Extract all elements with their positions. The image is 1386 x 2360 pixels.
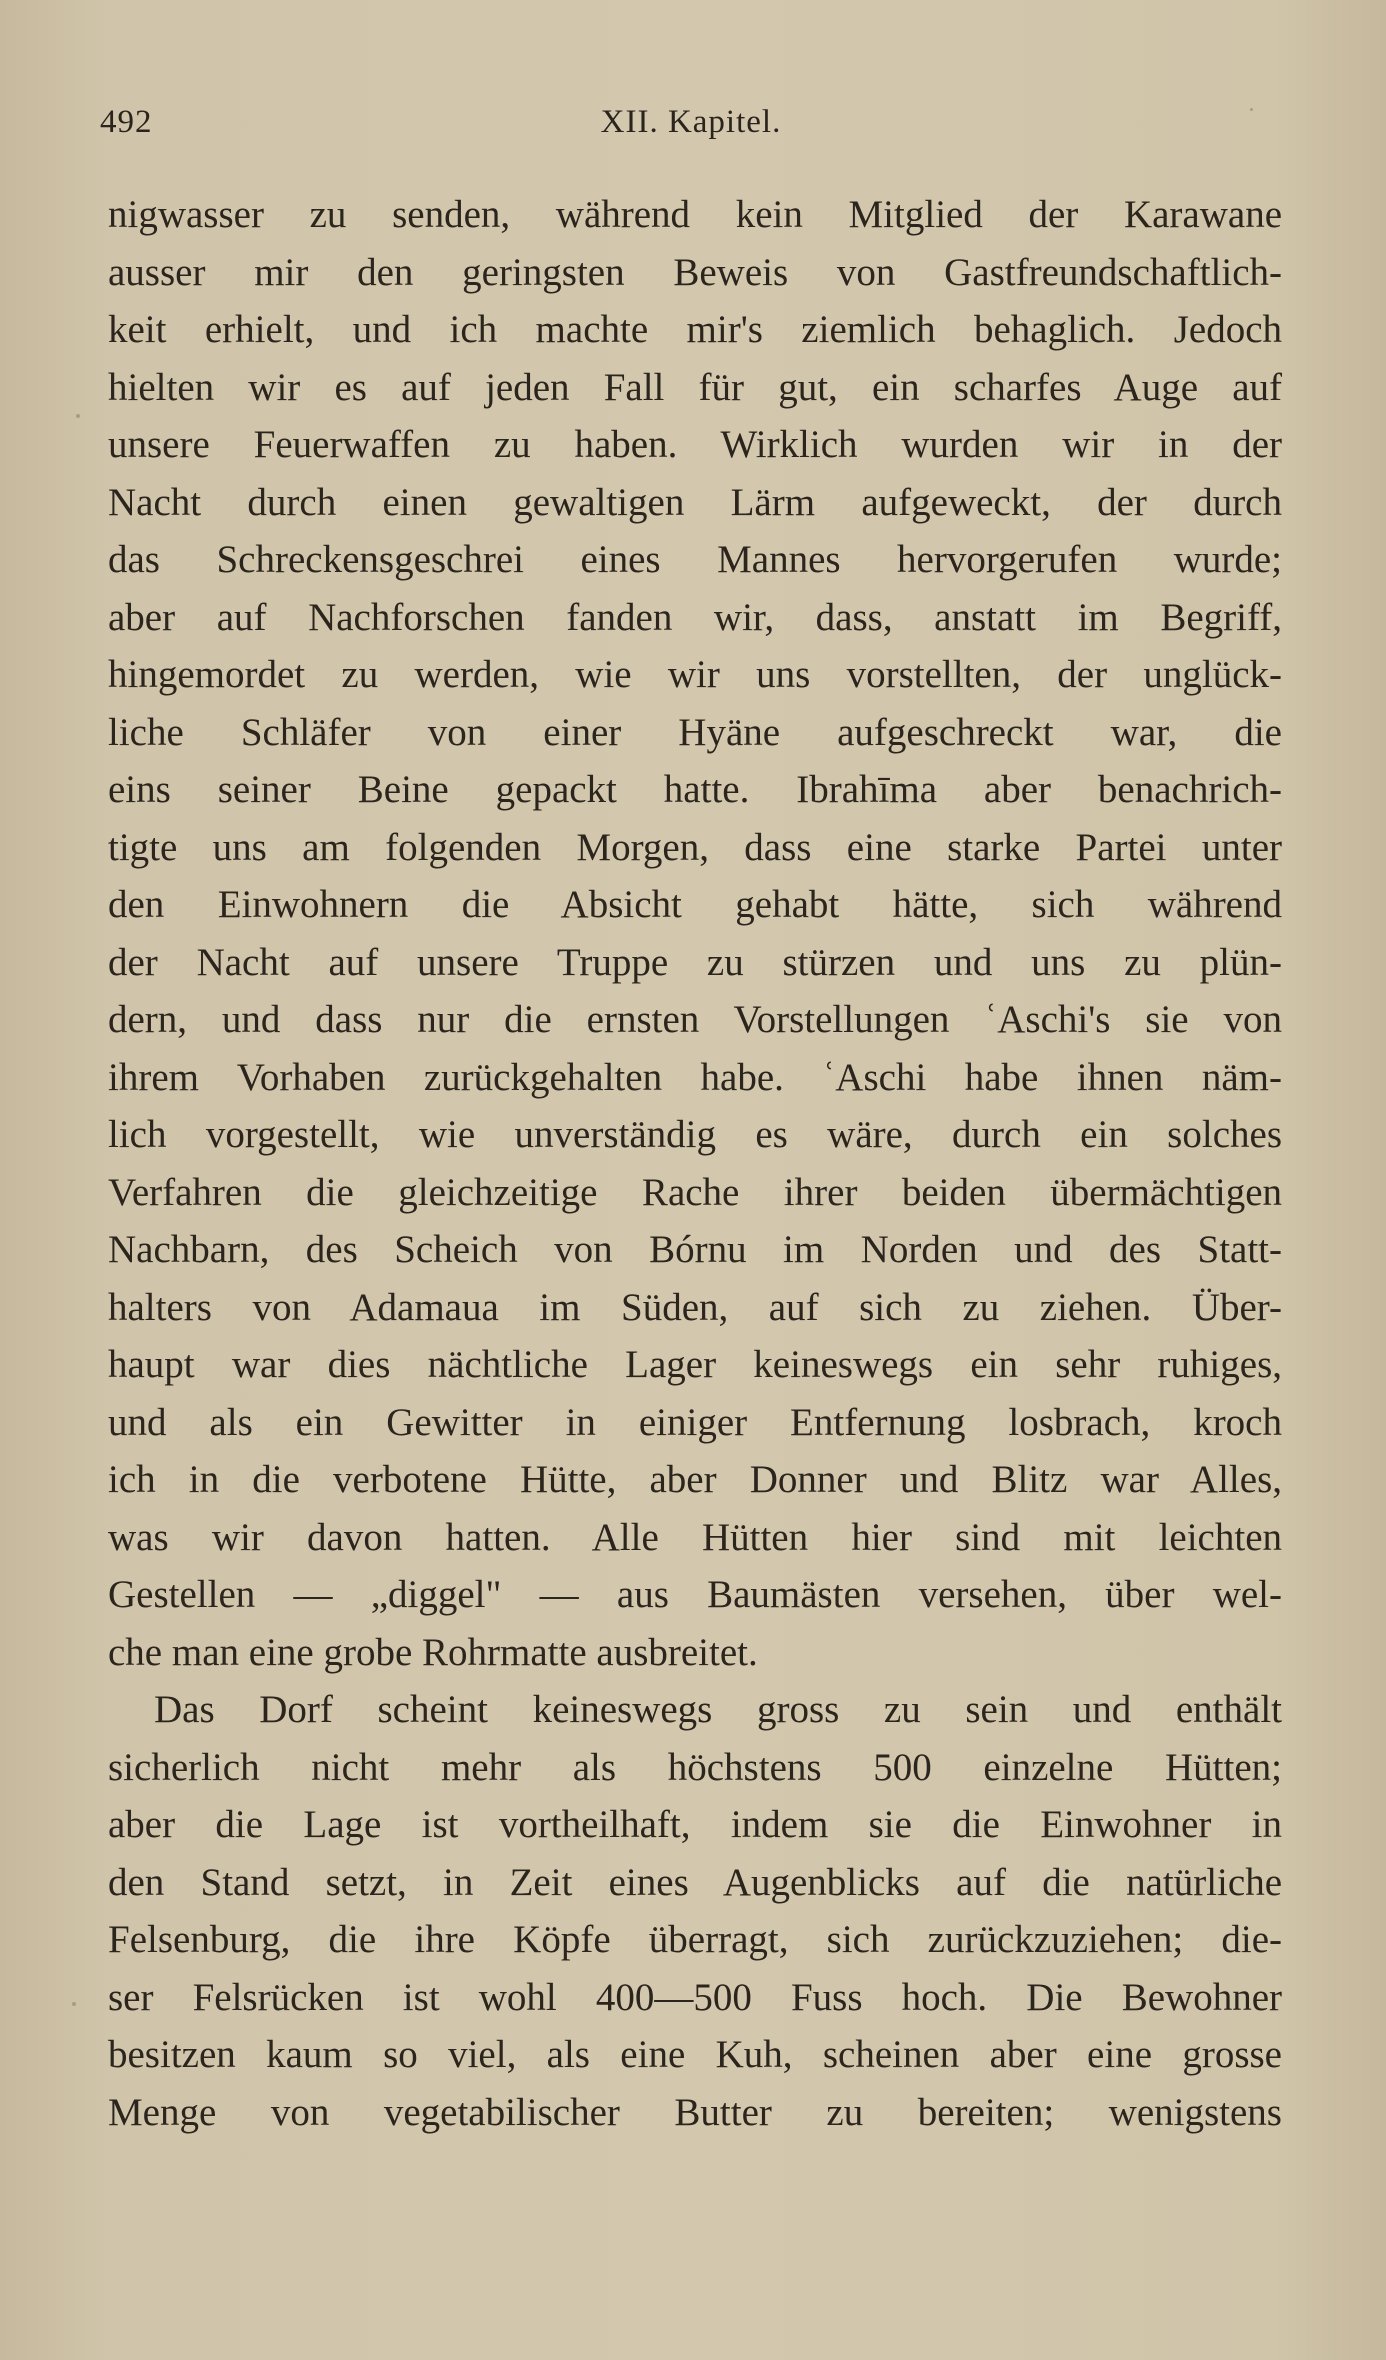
text-line: ihrem Vorhaben zurückgehalten habe. ʿAschi habe ihnen näm- bbox=[108, 1055, 1282, 1099]
text-line: aber die Lage ist vortheilhaft, indem sie die Einwohner in bbox=[108, 1803, 1282, 1846]
text-line: aber auf Nachforschen fanden wir, dass, anstatt im Begriff, bbox=[108, 595, 1282, 639]
text-line: liche Schläfer von einer Hyäne aufgeschreckt war, die bbox=[108, 710, 1282, 754]
text-line: besitzen kaum so viel, als eine Kuh, scheinen aber eine grosse bbox=[108, 2033, 1282, 2076]
text-line: unsere Feuerwaffen zu haben. Wirklich wurden wir in der bbox=[108, 423, 1282, 466]
text-line: Menge von vegetabilischer Butter zu bereiten; wenigstens bbox=[108, 2090, 1282, 2134]
text-line: den Stand setzt, in Zeit eines Augenblicks auf die natürliche bbox=[108, 1860, 1282, 1904]
text-line: halters von Adamaua im Süden, auf sich zu ziehen. Über- bbox=[108, 1285, 1282, 1329]
text-line: Gestellen — „diggel" — aus Baumästen versehen, über wel- bbox=[108, 1573, 1282, 1616]
text-line: keit erhielt, und ich machte mir's ziemlich behaglich. Jedoch bbox=[108, 308, 1282, 351]
body-text bbox=[108, 186, 1282, 2141]
text-line: hingemordet zu werden, wie wir uns vorstellten, der unglück- bbox=[108, 653, 1282, 696]
text-line: Verfahren die gleichzeitige Rache ihrer beiden übermächtigen bbox=[108, 1170, 1282, 1214]
paper-speck bbox=[72, 2002, 76, 2006]
paragraph-2 bbox=[108, 1681, 1282, 2141]
text-line: dern, und dass nur die ernsten Vorstellungen ʿAschi's sie von bbox=[108, 998, 1282, 1041]
text-line: ich in die verbotene Hütte, aber Donner und Blitz war Alles, bbox=[108, 1458, 1282, 1501]
text-line: Felsenburg, die ihre Köpfe überragt, sich zurückzuziehen; die- bbox=[108, 1918, 1282, 1961]
text-line: sicherlich nicht mehr als höchstens 500 einzelne Hütten; bbox=[108, 1745, 1282, 1789]
text-line: lich vorgestellt, wie unverständig es wäre, durch ein solches bbox=[108, 1113, 1282, 1156]
text-line: hielten wir es auf jeden Fall für gut, ein scharfes Auge auf bbox=[108, 365, 1282, 409]
text-line: was wir davon hatten. Alle Hütten hier sind mit leichten bbox=[108, 1515, 1282, 1559]
text-line: eins seiner Beine gepackt hatte. Ibrahīma aber benachrich- bbox=[108, 768, 1282, 811]
paragraph-1 bbox=[108, 186, 1282, 1681]
text-line: Nacht durch einen gewaltigen Lärm aufgeweckt, der durch bbox=[108, 480, 1282, 524]
text-line: Das Dorf scheint keineswegs gross zu sein und enthält bbox=[154, 1688, 1282, 1731]
text-line: Nachbarn, des Scheich von Bórnu im Norden und des Statt- bbox=[108, 1228, 1282, 1271]
page-header bbox=[100, 104, 1282, 156]
text-line: che man eine grobe Rohrmatte ausbreitet. bbox=[108, 1630, 758, 1674]
text-line: und als ein Gewitter in einiger Entfernung losbrach, kroch bbox=[108, 1400, 1282, 1444]
running-head: XII. Kapitel. bbox=[600, 104, 782, 140]
text-line: tigte uns am folgenden Morgen, dass eine starke Partei unter bbox=[108, 825, 1282, 869]
text-line: ser Felsrücken ist wohl 400—500 Fuss hoch. Die Bewohner bbox=[108, 1975, 1282, 2019]
text-line: nigwasser zu senden, während kein Mitglied der Karawane bbox=[108, 193, 1282, 236]
paper-speck bbox=[76, 414, 80, 418]
paper-speck bbox=[1250, 108, 1253, 111]
text-line: der Nacht auf unsere Truppe zu stürzen und uns zu plün- bbox=[108, 940, 1282, 984]
text-line: den Einwohnern die Absicht gehabt hätte, sich während bbox=[108, 883, 1282, 926]
text-line: haupt war dies nächtliche Lager keineswegs ein sehr ruhiges, bbox=[108, 1343, 1282, 1386]
text-line: das Schreckensgeschrei eines Mannes hervorgerufen wurde; bbox=[108, 538, 1282, 581]
page-number: 492 bbox=[100, 104, 153, 140]
text-line: ausser mir den geringsten Beweis von Gastfreundschaftlich- bbox=[108, 250, 1282, 294]
